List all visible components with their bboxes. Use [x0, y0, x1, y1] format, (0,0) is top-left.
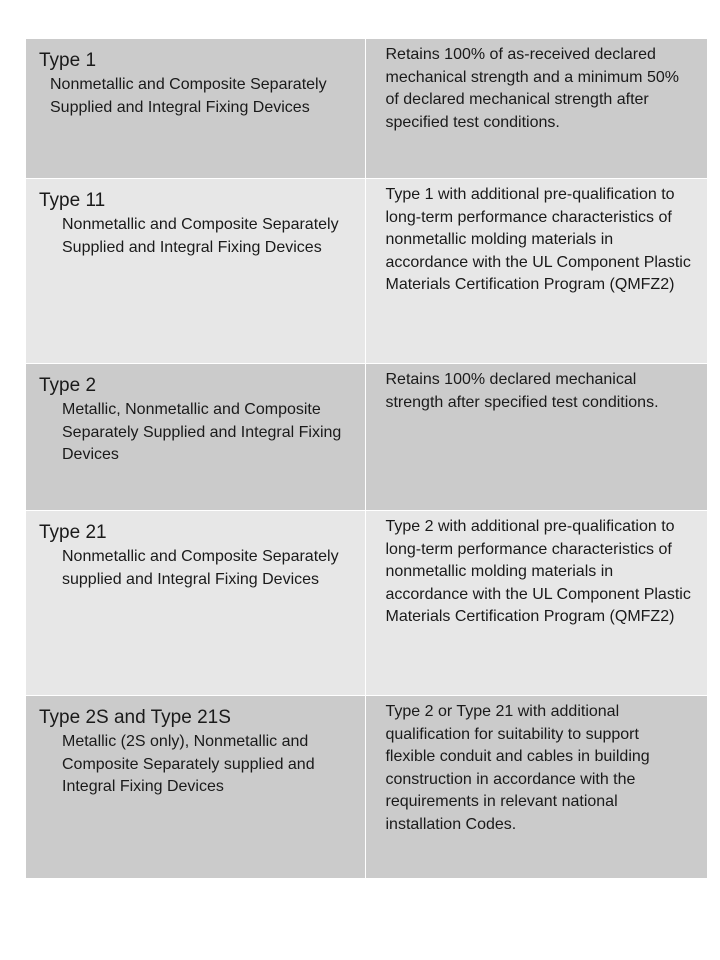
- type-subtitle: Nonmetallic and Composite Separately Supplied and Integral Fixing Devices: [50, 76, 327, 116]
- table-row-type-11: [26, 179, 708, 364]
- type-title: Type 21: [39, 522, 107, 543]
- type-description: Type 2 with additional pre-qualification to long-term performance characteristics of nonmetallic molding materials in accordance with the UL Component Plastic Materials Certification Program (QMFZ2): [385, 518, 691, 625]
- type-subtitle: Nonmetallic and Composite Separately supplied and Integral Fixing Devices: [62, 548, 339, 588]
- type-description: Retains 100% declared mechanical strength after specified test conditions.: [385, 371, 659, 411]
- type-cell: [26, 511, 366, 696]
- table-row-type-2: [26, 364, 708, 511]
- type-subtitle: Metallic, Nonmetallic and Composite Separately Supplied and Integral Fixing Devices: [62, 401, 342, 463]
- type-cell: [26, 364, 366, 511]
- description-cell: [366, 696, 708, 879]
- type-title: Type 2: [39, 375, 97, 396]
- type-subtitle: Nonmetallic and Composite Separately Supplied and Integral Fixing Devices: [62, 216, 339, 256]
- fixing-device-types-table: [25, 38, 708, 879]
- description-cell: [366, 511, 708, 696]
- table-row-type-1: [26, 39, 708, 179]
- type-cell: [26, 179, 366, 364]
- type-subtitle: Metallic (2S only), Nonmetallic and Composite Separately supplied and Integral Fixing Devices: [62, 733, 315, 795]
- type-description: Type 2 or Type 21 with additional qualification for suitability to support flexible conduit and cables in building construction in accordance with the requirements in relevant national installation Codes.: [385, 703, 650, 833]
- type-title: Type 1: [39, 50, 97, 71]
- table-row-type-2s-21s: [26, 696, 708, 879]
- type-title: Type 2S and Type 21S: [39, 707, 231, 728]
- type-description: Retains 100% of as-received declared mechanical strength and a minimum 50% of declared mechanical strength after specified test conditions.: [385, 46, 679, 131]
- type-cell: [26, 696, 366, 879]
- description-cell: [366, 179, 708, 364]
- description-cell: [366, 364, 708, 511]
- type-title: Type 11: [39, 190, 106, 211]
- type-description: Type 1 with additional pre-qualification to long-term performance characteristics of nonmetallic molding materials in accordance with the UL Component Plastic Materials Certification Program (QMFZ2): [385, 186, 691, 293]
- table-row-type-21: [26, 511, 708, 696]
- type-cell: [26, 39, 366, 179]
- description-cell: [366, 39, 708, 179]
